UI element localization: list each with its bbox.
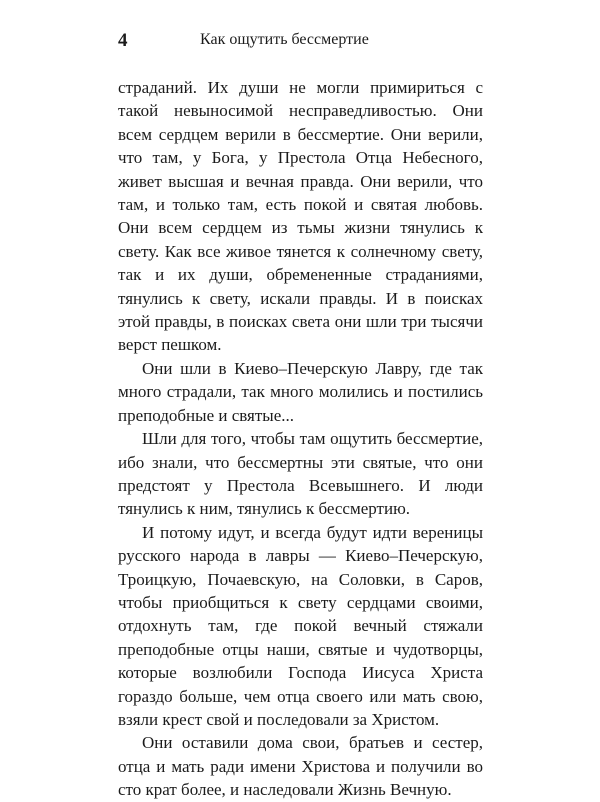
body-text	[118, 76, 483, 802]
running-title: Как ощутить бессмертие	[200, 31, 369, 48]
page-number: 4	[118, 30, 128, 51]
paragraph-1: страданий. Их души не могли примириться с такой невыносимой несправедливостью. Они всем сердцем верили в бессмертие. Они верили, что там, у Бога, у Престола Отца Небесного, живет высшая и вечная правда. Они верили, что там, и только там, есть покой и святая любовь. Они всем сердцем из тьмы жизни тянулись к свету. Как все живое тянется к солнечному свету, так и их души, обремененные страданиями, тянулись к свету, искали правды. И в поисках этой правды, в поисках света они шли три тысячи верст пешком.	[118, 78, 483, 355]
paragraph-4: И потому идут, и всегда будут идти вереницы русского народа в лавры — Киево–Печерскую, Троицкую, Почаевскую, на Соловки, в Саров, чтобы приобщиться к свету сердцами своими, отдохнуть там, где покой вечный стяжали преподобные отцы наши, святые и чудотворцы, которые возлюбили Господа Иисуса Христа гораздо больше, чем отца своего или мать свою, взяли крест свой и последовали за Христом.	[118, 522, 483, 729]
paragraph-5: Они оставили дома свои, братьев и сестер, отца и мать ради имени Христова и получили во сто крат более, и наследовали Жизнь Вечную.	[118, 733, 483, 800]
paragraph-3: Шли для того, чтобы там ощутить бессмертие, ибо знали, что бессмертны эти святые, что они предстоят у Престола Всевышнего. И люди тянулись к ним, тянулись к бессмертию.	[118, 429, 483, 519]
page-header	[118, 30, 483, 58]
paragraph-2: Они шли в Киево–Печерскую Лавру, где так много страдали, так много молились и постились преподобные и святые...	[118, 358, 483, 425]
